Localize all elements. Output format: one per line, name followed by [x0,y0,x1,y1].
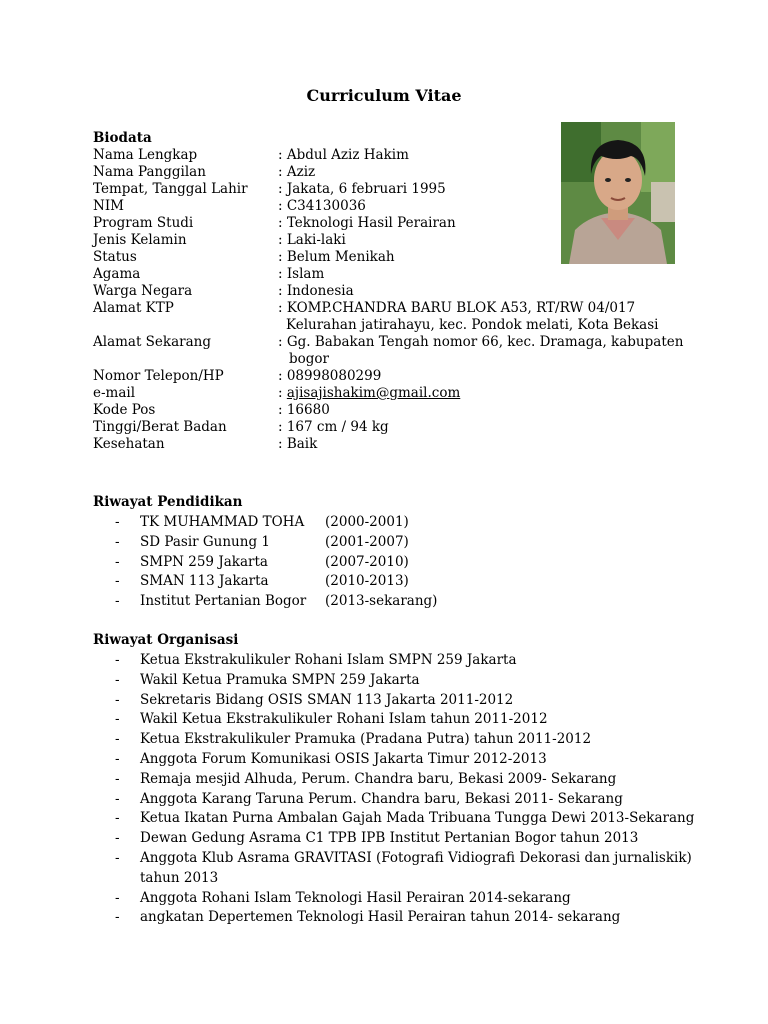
organization-text: Wakil Ketua Pramuka SMPN 259 Jakarta [140,671,420,688]
biodata-label: Warga Negara [93,283,193,299]
organization-text: angkatan Depertemen Teknologi Hasil Perairan tahun 2014- sekarang [140,909,621,926]
list-dash: - [115,731,120,748]
organization-text: Anggota Klub Asrama GRAVITASI (Fotografi Vidiografi Dekorasi dan jurnaliskik) [140,850,692,866]
list-dash: - [115,691,120,708]
school-years: (2010-2013) [325,573,409,590]
biodata-label: NIM [93,198,124,214]
biodata-value: : Indonesia [278,283,354,299]
biodata-value: : Abdul Aziz Hakim [278,147,409,163]
biodata-label: Program Studi [93,215,194,231]
biodata-value: : 16680 [278,402,330,418]
list-dash: - [115,652,120,668]
list-dash: - [115,850,120,866]
list-dash: - [115,830,120,847]
biodata-value: : Belum Menikah [278,249,395,265]
organization-text: Ketua Ekstrakulikuler Rohani Islam SMPN 259 Jakarta [140,652,517,668]
biodata-label: Kesehatan [93,436,165,452]
biodata-value: : Baik [278,436,318,452]
school-name: Institut Pertanian Bogor [140,593,307,610]
biodata-value-continued: bogor [289,351,329,367]
biodata-label: Kode Pos [93,402,156,418]
organization-text: Dewan Gedung Asrama C1 TPB IPB Institut Pertanian Bogor tahun 2013 [140,830,639,847]
biodata-label: Tinggi/Berat Badan [93,419,227,435]
biodata-value: : Laki-laki [278,232,346,248]
organization-text-continued: tahun 2013 [140,870,219,886]
biodata-label: Alamat KTP [93,300,174,316]
biodata-label: Agama [93,266,141,282]
biodata-label: Nama Panggilan [93,164,206,180]
biodata-value: : Jakata, 6 februari 1995 [278,181,446,197]
biodata-value: : Gg. Babakan Tengah nomor 66, kec. Dramaga, kabupaten [278,334,684,350]
list-dash: - [115,533,120,550]
list-dash: - [115,909,120,926]
email-link[interactable]: ajisajishakim@gmail.com [286,385,461,401]
list-dash: - [115,889,120,906]
biodata-label: Alamat Sekarang [93,334,211,350]
organization-text: Ketua Ekstrakulikuler Pramuka (Pradana Putra) tahun 2011-2012 [140,731,592,748]
list-dash: - [115,514,120,530]
organization-text: Anggota Forum Komunikasi OSIS Jakarta Timur 2012-2013 [140,751,547,767]
school-name: SMPN 259 Jakarta [140,553,268,570]
list-dash: - [115,593,120,610]
list-dash: - [115,751,120,767]
biodata-value: : C34130036 [278,198,366,214]
list-dash: - [115,770,120,787]
list-dash: - [115,573,120,590]
biodata-value: : KOMP.CHANDRA BARU BLOK A53, RT/RW 04/017 [278,300,636,316]
list-dash: - [115,671,120,688]
organization-text: Remaja mesjid Alhuda, Perum. Chandra baru, Bekasi 2009- Sekarang [140,770,617,787]
school-name: SMAN 113 Jakarta [140,573,269,590]
organization-text: Sekretaris Bidang OSIS SMAN 113 Jakarta 2011-2012 [140,691,514,708]
list-dash: - [115,810,120,827]
list-dash: - [115,790,120,807]
biodata-value: : 167 cm / 94 kg [278,419,389,435]
school-name: TK MUHAMMAD TOHA [140,514,305,530]
profile-photo [561,122,675,264]
biodata-label: e-mail [93,385,136,401]
list-dash: - [115,711,120,728]
email-prefix: : [278,385,287,401]
education-heading: Riwayat Pendidikan [93,494,243,510]
biodata-value: : Aziz [278,164,316,180]
list-dash: - [115,553,120,570]
biodata-label: Nomor Telepon/HP [93,368,224,384]
biodata-value [278,385,460,401]
school-years: (2001-2007) [325,533,409,550]
biodata-value: : 08998080299 [278,368,382,384]
biodata-label: Tempat, Tanggal Lahir [93,181,248,197]
organization-text: Wakil Ketua Ekstrakulikuler Rohani Islam tahun 2011-2012 [140,711,548,728]
document-title: Curriculum Vitae [306,86,462,105]
biodata-label: Nama Lengkap [93,147,198,163]
biodata-label: Status [93,249,137,265]
biodata-value: : Teknologi Hasil Perairan [278,215,456,231]
organization-text: Anggota Rohani Islam Teknologi Hasil Perairan 2014-sekarang [140,889,571,906]
organization-heading: Riwayat Organisasi [93,632,239,648]
school-years: (2000-2001) [325,514,409,530]
biodata-label: Jenis Kelamin [93,232,187,248]
organization-text: Anggota Karang Taruna Perum. Chandra baru, Bekasi 2011- Sekarang [140,790,623,807]
school-years: (2013-sekarang) [325,593,438,610]
biodata-heading: Biodata [93,130,152,146]
school-name: SD Pasir Gunung 1 [140,533,270,550]
biodata-value-continued: Kelurahan jatirahayu, kec. Pondok melati, Kota Bekasi [286,317,659,333]
organization-text: Ketua Ikatan Purna Ambalan Gajah Mada Tribuana Tungga Dewi 2013-Sekarang [140,810,695,827]
school-years: (2007-2010) [325,553,409,570]
biodata-value: : Islam [278,266,325,282]
